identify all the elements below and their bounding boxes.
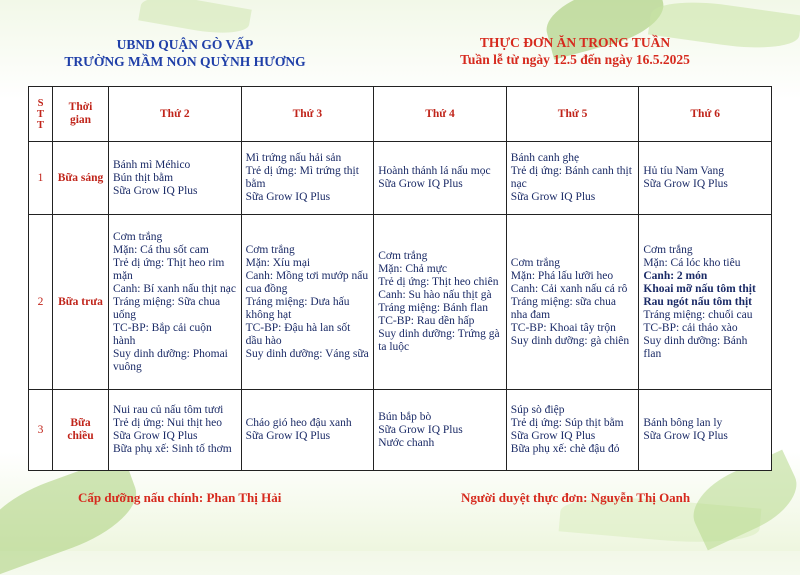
menu-cell: [506, 215, 639, 390]
school-name: TRƯỜNG MẦM NON QUỲNH HƯƠNG: [64, 54, 306, 69]
col-header-stt: [29, 87, 53, 142]
dish-line: Sữa Grow IQ Plus: [245, 430, 331, 442]
dish-line: Bánh mì Méhico: [113, 158, 191, 171]
menu-table: [28, 86, 772, 471]
dish-line: Hủ tíu Nam Vang: [643, 165, 724, 177]
dish-line: Trẻ dị ứng: Mì trứng thịt bằm: [245, 165, 359, 190]
dish-line: Sữa Grow IQ Plus: [510, 191, 596, 203]
dish-line: Mặn: Cá lóc kho tiêu: [643, 256, 741, 269]
menu-cell: [374, 390, 507, 471]
menu-cell: [241, 142, 374, 215]
row-number: 3: [29, 390, 53, 471]
dish-line: Suy dinh dưỡng: Váng sữa: [245, 347, 369, 360]
menu-cell: [109, 142, 242, 215]
dish-line: Cơm trắng: [510, 256, 560, 269]
table-row: [29, 390, 772, 471]
col-header-day: Thứ 5: [506, 87, 639, 142]
col-header-day: Thứ 4: [374, 87, 507, 142]
row-number: 2: [29, 215, 53, 390]
dish-line: Bánh canh ghẹ: [510, 152, 580, 164]
dish-line: Suy dinh dưỡng: Bánh flan: [643, 334, 748, 360]
week-range: Tuần lễ từ ngày 12.5 đến ngày 16.5.2025: [460, 52, 690, 67]
dish-line: Bún thịt bằm: [113, 171, 174, 184]
dish-line: Bữa phụ xế: Sinh tố thơm: [113, 443, 232, 455]
dish-line: Mặn: Cá thu sốt cam: [113, 243, 209, 256]
leaf-decoration: [138, 0, 252, 39]
cook-signature: Cấp dưỡng nấu chính: Phan Thị Hải: [78, 490, 282, 505]
dish-line: Hoành thánh lá nấu mọc: [378, 165, 491, 177]
dish-line: TC-BP: cải thảo xào: [643, 321, 738, 334]
menu-cell: [241, 390, 374, 471]
col-header-day: Thứ 2: [109, 87, 242, 142]
col-header-time: Thời gian: [53, 87, 109, 142]
dish-line: Trẻ dị ứng: Nui thịt heo: [113, 417, 222, 429]
dish-line: TC-BP: Bắp cải cuộn hành: [113, 321, 212, 347]
menu-title: THỰC ĐƠN ĂN TRONG TUẦN: [479, 35, 671, 50]
dish-line: Canh: Cải xanh nấu cá rô: [510, 282, 628, 295]
dish-line: Rau ngót nấu tôm thịt: [643, 295, 753, 308]
meal-name: Bữa trưa: [53, 215, 109, 390]
approver-signature: Người duyệt thực đơn: Nguyễn Thị Oanh: [461, 490, 691, 505]
dish-line: Mặn: Chả mực: [378, 263, 448, 275]
dish-line: TC-BP: Đậu hà lan sốt dầu hào: [245, 321, 351, 347]
dish-line: TC-BP: Rau dền hấp: [378, 315, 475, 327]
dish-line: Mặn: Phá lấu lưỡi heo: [510, 269, 614, 282]
leaf-decoration: [0, 455, 147, 575]
menu-cell: [109, 215, 242, 390]
district-name: UBND QUẬN GÒ VẤP: [116, 37, 254, 52]
dish-line: Sữa Grow IQ Plus: [510, 430, 596, 442]
meal-name: Bữa sáng: [53, 142, 109, 215]
dish-line: Sữa Grow IQ Plus: [643, 178, 728, 190]
menu-cell: [639, 390, 772, 471]
dish-line: Cơm trắng: [378, 250, 428, 262]
dish-line: Canh: Su hào nấu thịt gà: [378, 289, 492, 301]
table-row: [29, 142, 772, 215]
dish-line: Sữa Grow IQ Plus: [378, 178, 463, 190]
row-number: 1: [29, 142, 53, 215]
col-header-day: Thứ 3: [241, 87, 374, 142]
stt-label: S T T: [36, 97, 44, 131]
dish-line: Mặn: Xíu mại: [245, 256, 311, 269]
dish-line: Canh: 2 món: [643, 269, 708, 282]
dish-line: Trẻ dị ứng: Thịt heo chiên: [378, 276, 499, 288]
dish-line: Sữa Grow IQ Plus: [113, 430, 198, 442]
dish-line: Nước chanh: [378, 436, 435, 449]
table-row: [29, 215, 772, 390]
menu-cell: [374, 215, 507, 390]
dish-line: Sữa Grow IQ Plus: [113, 184, 198, 197]
menu-header: [425, 34, 725, 68]
school-header: [30, 36, 340, 70]
menu-cell: [639, 142, 772, 215]
dish-line: Sữa Grow IQ Plus: [245, 191, 331, 203]
dish-line: Trẻ dị ứng: Bánh canh thịt nạc: [510, 165, 632, 190]
dish-line: Suy dinh dưỡng: gà chiên: [510, 334, 630, 347]
dish-line: Bún bắp bò: [378, 410, 432, 423]
dish-line: Sữa Grow IQ Plus: [378, 423, 463, 436]
dish-line: Trẻ dị ứng: Thịt heo rim mặn: [113, 256, 225, 282]
dish-line: Canh: Bí xanh nấu thịt nạc: [113, 282, 236, 295]
dish-line: Tráng miệng: Sữa chua uống: [113, 295, 221, 321]
dish-line: Suy dinh dưỡng: Trứng gà ta luộc: [378, 328, 500, 353]
dish-line: Súp sò điệp: [510, 404, 565, 416]
dish-line: Bữa phụ xế: chè đậu đỏ: [510, 443, 620, 455]
menu-cell: [109, 390, 242, 471]
col-header-day: Thứ 6: [639, 87, 772, 142]
dish-line: Canh: Mồng tơi mướp nấu cua đồng: [245, 269, 369, 295]
dish-line: Cơm trắng: [643, 243, 693, 256]
dish-line: Tráng miệng: sữa chua nha đam: [510, 295, 616, 321]
header-row: [29, 87, 772, 142]
dish-line: Mì trứng nấu hải sản: [245, 152, 342, 164]
menu-cell: [374, 142, 507, 215]
dish-line: Khoai mỡ nấu tôm thịt: [643, 282, 756, 295]
dish-line: Cháo gió heo đậu xanh: [245, 417, 352, 429]
menu-cell: [506, 390, 639, 471]
dish-line: Cơm trắng: [245, 243, 295, 256]
menu-cell: [639, 215, 772, 390]
menu-cell: [506, 142, 639, 215]
dish-line: Nui rau củ nấu tôm tươi: [113, 404, 224, 416]
dish-line: Tráng miệng: chuối cau: [643, 308, 753, 321]
dish-line: Bánh bông lan ly: [643, 417, 723, 429]
dish-line: Suy dinh dưỡng: Phomai vuông: [113, 347, 228, 373]
dish-line: Tráng miệng: Dưa hấu không hạt: [245, 295, 350, 321]
dish-line: TC-BP: Khoai tây trộn: [510, 321, 616, 334]
meal-name: Bữa chiều: [53, 390, 109, 471]
dish-line: Tráng miệng: Bánh flan: [378, 302, 488, 314]
dish-line: Sữa Grow IQ Plus: [643, 430, 728, 442]
menu-cell: [241, 215, 374, 390]
dish-line: Trẻ dị ứng: Súp thịt bằm: [510, 417, 624, 429]
dish-line: Cơm trắng: [113, 230, 163, 243]
